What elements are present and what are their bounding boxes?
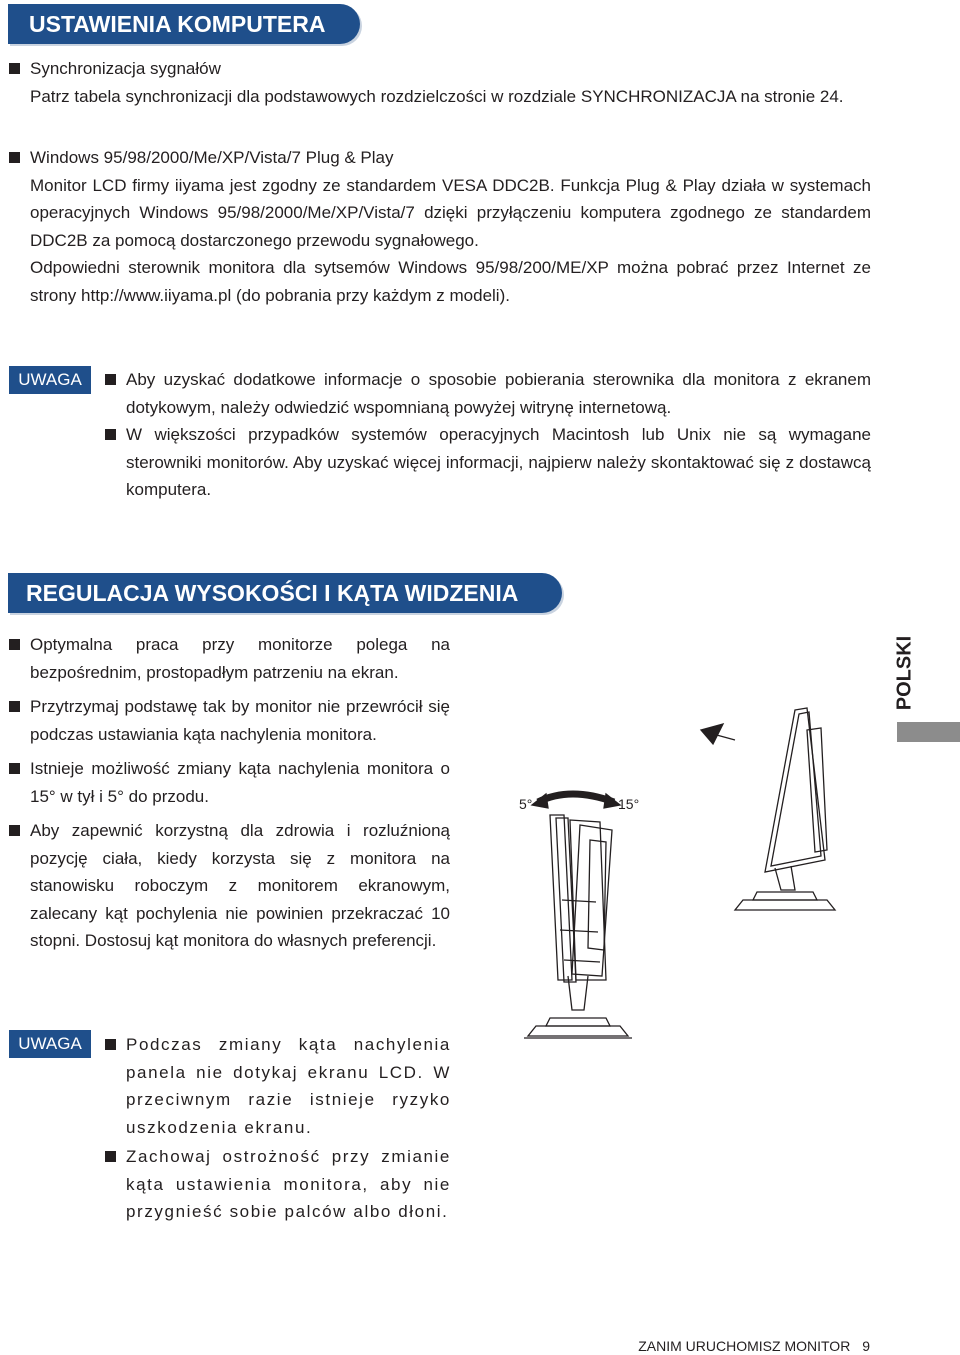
bullet-square-icon	[105, 374, 116, 385]
note-item	[105, 421, 871, 504]
note-list	[105, 1031, 451, 1226]
section-title-text: USTAWIENIA KOMPUTERA	[29, 11, 326, 37]
note-item	[105, 366, 871, 421]
section-title-computer-settings	[8, 4, 360, 44]
note-text: W większości przypadków systemów operacyjnych Macintosh lub Unix nie są wymagane sterowniki monitorów. Aby uzyskać więcej informacji, najpierw należy skontaktować się z dostawcą komputera.	[126, 425, 871, 499]
item-text: Aby zapewnić korzystną dla zdrowia i rozluźnioną pozycję ciała, kiedy korzysta się z monitora na stanowisku roboczym z monitorem ekranowym, zalecany kąt pochylenia nie powinien przekraczać 10 stopni. Dostosuj kąt monitora do własnych preferencji.	[30, 821, 450, 950]
bullet-square-icon	[105, 1039, 116, 1050]
page-footer	[638, 1338, 870, 1354]
bullet-square-icon	[9, 763, 20, 774]
note-label: UWAGA	[9, 1030, 91, 1058]
page-number: 9	[862, 1338, 870, 1354]
bullet-square-icon	[9, 701, 20, 712]
bullet-square-icon	[9, 639, 20, 650]
bullet-square-icon	[105, 1151, 116, 1162]
note-list	[105, 366, 871, 504]
item-text: Monitor LCD firmy iiyama jest zgodny ze standardem VESA DDC2B. Funkcja Plug & Play działa w systemach operacyjnych Windows 95/98/2000/Me/XP/Vista/7 dzięki przyłączeniu komputera zgodnego ze standardem DDC2B za pomocą dostarczonego przewodu sygnałowego.	[30, 175, 871, 250]
adjust-list	[9, 631, 450, 955]
item-label: Synchronizacja sygnałów	[30, 59, 221, 78]
footer-label: ZANIM URUCHOMISZ MONITOR	[638, 1338, 851, 1354]
item-text: Przytrzymaj podstawę tak by monitor nie przewrócił się podczas ustawiania kąta nachylenia monitora.	[30, 697, 450, 744]
bullet-square-icon	[9, 152, 20, 163]
list-item	[9, 755, 450, 810]
item-label: Windows 95/98/2000/Me/XP/Vista/7 Plug & Play	[30, 148, 394, 167]
note-label: UWAGA	[9, 366, 91, 394]
item-text: Optymalna praca przy monitorze polega na bezpośrednim, prostopadłym patrzeniu na ekran.	[30, 635, 450, 682]
language-tab-bar	[897, 722, 960, 742]
angle-back-label: 15°	[618, 796, 640, 812]
list-item	[9, 631, 450, 686]
list-item-plug-and-play	[9, 144, 871, 309]
section-title-text: REGULACJA WYSOKOŚCI I KĄTA WIDZENIA	[26, 580, 519, 606]
bullet-square-icon	[105, 429, 116, 440]
note-text: Aby uzyskać dodatkowe informacje o sposobie pobierania sterownika dla monitora z ekranem dotykowym, należy odwiedzić wspomnianą powyżej witrynę internetową.	[126, 370, 871, 417]
section-title-height-angle	[8, 573, 562, 613]
bullet-square-icon	[9, 825, 20, 836]
list-item-sync	[9, 55, 871, 110]
item-text: Patrz tabela synchronizacji dla podstawowych rozdzielczości w rozdziale SYNCHRONIZACJA na stronie 24.	[30, 86, 844, 106]
note-text: Podczas zmiany kąta nachylenia panela nie dotykaj ekranu LCD. W przeciwnym razie istnieje ryzyko uszkodzenia ekranu.	[126, 1035, 451, 1137]
note-text: Zachowaj ostrożność przy zmianie kąta ustawienia monitora, aby nie przygnieść sobie palców albo dłoni.	[126, 1147, 451, 1221]
monitor-viewing-illustration	[695, 700, 855, 915]
note-item	[105, 1031, 451, 1141]
language-side-tab	[880, 628, 930, 718]
item-text-2: Odpowiedni sterownik monitora dla sytsemów Windows 95/98/200/ME/XP można pobrać przez Internet ze strony http://www.iiyama.pl (do pobrania przy każdym z modeli).	[30, 258, 871, 305]
list-item	[9, 817, 450, 955]
angle-forward-label: 5°	[519, 796, 533, 812]
note-item	[105, 1143, 451, 1226]
bullet-square-icon	[9, 63, 20, 74]
list-item	[9, 693, 450, 748]
item-text: Istnieje możliwość zmiany kąta nachylenia monitora o 15° w tył i 5° do przodu.	[30, 759, 450, 806]
language-label: POLSKI	[893, 635, 916, 711]
monitor-tilt-illustration	[510, 780, 660, 1042]
